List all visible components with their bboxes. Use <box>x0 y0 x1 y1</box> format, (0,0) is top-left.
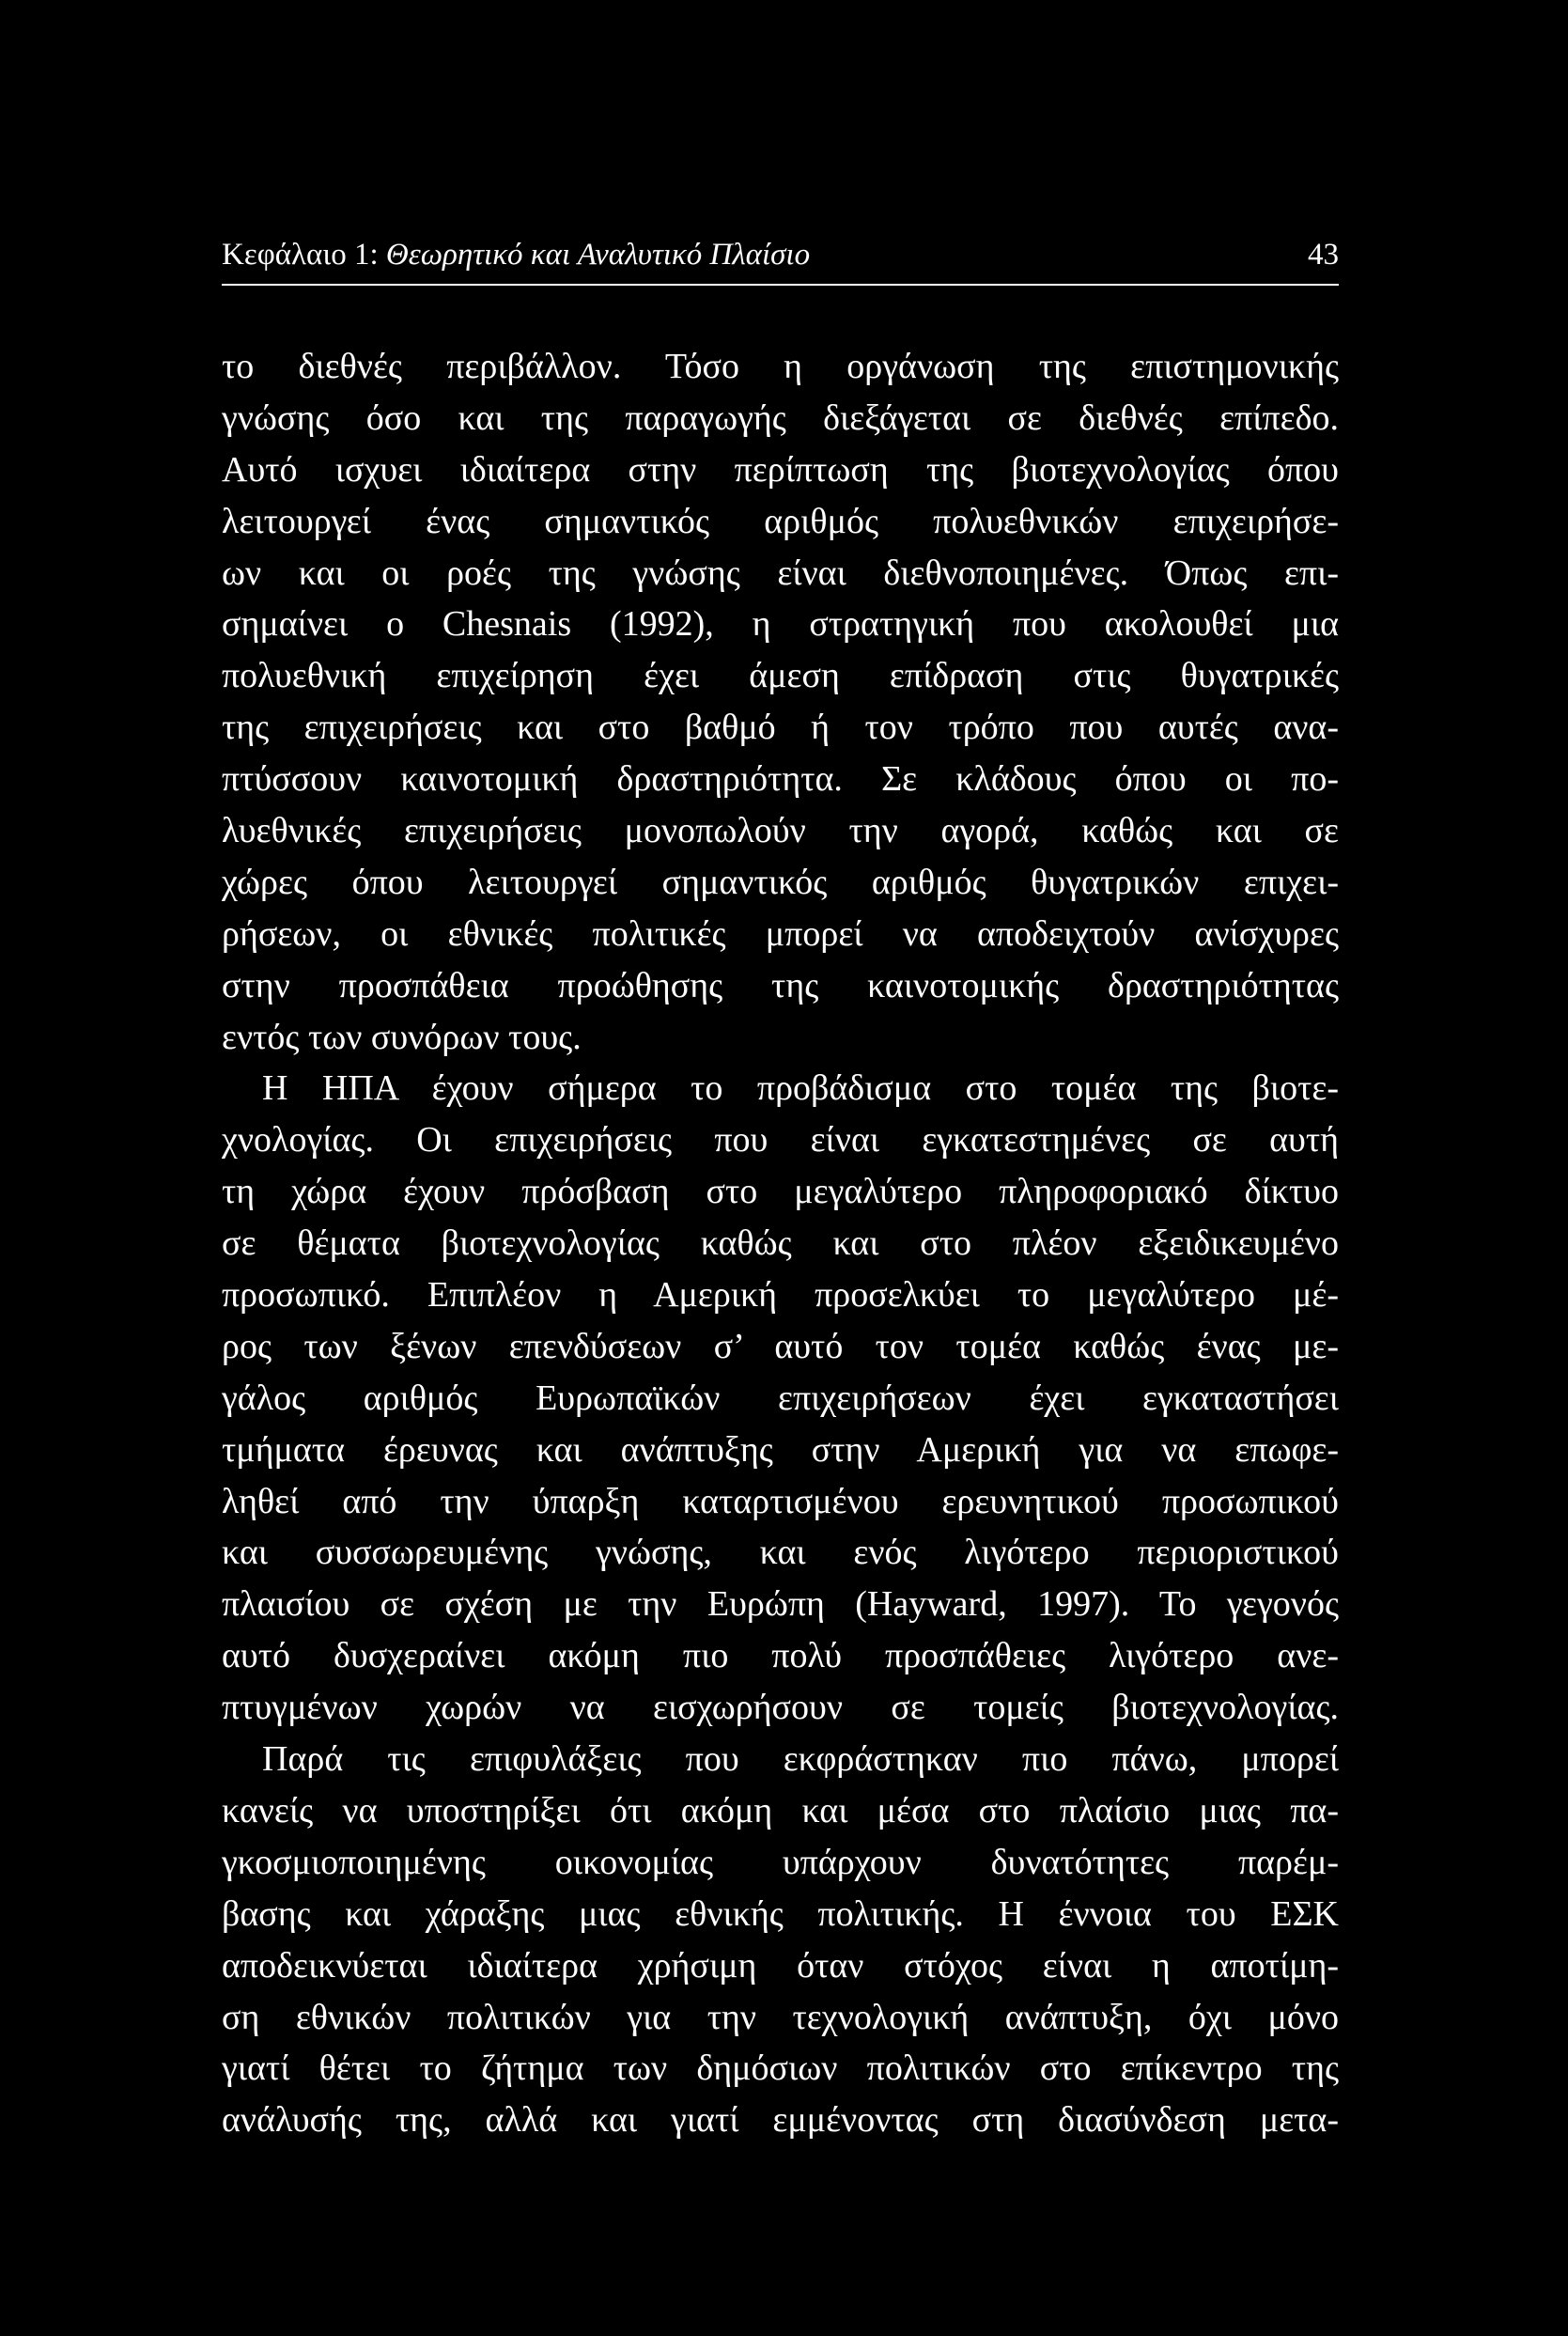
text-line: τη χώρα έχουν πρόσβαση στο μεγαλύτερο πληροφοριακό δίκτυο <box>222 1172 1339 1212</box>
text-line: ρος των ξένων επενδύσεων σ’ αυτό τον τομέα καθώς ένας με- <box>222 1326 1339 1366</box>
header-rule <box>222 284 1339 286</box>
text-line: ρήσεων, οι εθνικές πολιτικές μπορεί να αποδειχτούν ανίσχυρες <box>222 913 1339 954</box>
text-line: πολυεθνική επιχείρηση έχει άμεση επίδραση στις θυγατρικές <box>222 656 1339 696</box>
text-line: στην προσπάθεια προώθησης της καινοτομικής δραστηριότητας <box>222 965 1339 1005</box>
text-line: της επιχειρήσεις και στο βαθμό ή τον τρόπο που αυτές ανα- <box>222 708 1339 748</box>
text-line: προσωπικό. Επιπλέον η Αμερική προσελκύει το μεγαλύτερο μέ- <box>222 1275 1339 1316</box>
text-line: σημαίνει ο Chesnais (1992), η στρατηγική που ακολουθεί μια <box>222 604 1339 645</box>
text-line: και συσσωρευμένης γνώσης, και ενός λιγότερο περιοριστικού <box>222 1533 1339 1573</box>
chapter-title <box>222 238 810 273</box>
text-line: Η ΗΠΑ έχουν σήμερα το προβάδισμα στο τομέα της βιοτε- <box>262 1068 1339 1109</box>
page-number: 43 <box>1308 238 1339 272</box>
text-line: αυτό δυσχεραίνει ακόμη πιο πολύ προσπάθειες λιγότερο ανε- <box>222 1636 1339 1676</box>
text-line: γκοσμιοποιημένης οικονομίας υπάρχουν δυνατότητες παρέμ- <box>222 1842 1339 1882</box>
text-line: σε θέματα βιοτεχνολογίας καθώς και στο πλέον εξειδικευμένο <box>222 1223 1339 1264</box>
chapter-subtitle: Θεωρητικό και Αναλυτικό Πλαίσιο <box>385 238 811 272</box>
text-line: κανείς να υποστηρίξει ότι ακόμη και μέσα στο πλαίσιο μιας πα- <box>222 1790 1339 1830</box>
text-line: πτυγμένων χωρών να εισχωρήσουν σε τομείς βιοτεχνολογίας. <box>222 1688 1339 1728</box>
text-line: Αυτό ισχυει ιδιαίτερα στην περίπτωση της βιοτεχνολογίας όπου <box>222 449 1339 490</box>
text-line: ληθεί από την ύπαρξη καταρτισμένου ερευνητικού προσωπικού <box>222 1481 1339 1521</box>
body-text <box>222 341 1339 2146</box>
text-line: ση εθνικών πολιτικών για την τεχνολογική ανάπτυξη, όχι μόνο <box>222 1997 1339 2037</box>
text-line: πλαισίου σε σχέση με την Ευρώπη (Hayward, 1997). Το γεγονός <box>222 1584 1339 1625</box>
text-line: λυεθνικές επιχειρήσεις μονοπωλούν την αγορά, καθώς και σε <box>222 811 1339 851</box>
text-line: γάλος αριθμός Ευρωπαϊκών επιχειρήσεων έχει εγκαταστήσει <box>222 1378 1339 1418</box>
text-line: πτύσσουν καινοτομική δραστηριότητα. Σε κλάδους όπου οι πο- <box>222 759 1339 800</box>
text-line: ανάλυσής της, αλλά και γιατί εμμένοντας στη διασύνδεση μετα- <box>222 2100 1339 2141</box>
text-line: χνολογίας. Οι επιχειρήσεις που είναι εγκατεστημένες σε αυτή <box>222 1120 1339 1160</box>
text-line: γνώσης όσο και της παραγωγής διεξάγεται σε διεθνές επίπεδο. <box>222 397 1339 438</box>
text-line: το διεθνές περιβάλλον. Τόσο η οργάνωση της επιστημονικής <box>222 347 1339 386</box>
chapter-label: Κεφάλαιο 1: <box>222 238 379 272</box>
text-line: ων και οι ροές της γνώσης είναι διεθνοποιημένες. Όπως επι- <box>222 553 1339 593</box>
text-line: αποδεικνύεται ιδιαίτερα χρήσιμη όταν στόχος είναι η αποτίμη- <box>222 1945 1339 1986</box>
text-line: Παρά τις επιφυλάξεις που εκφράστηκαν πιο πάνω, μπορεί <box>262 1739 1339 1780</box>
text-line: τμήματα έρευνας και ανάπτυξης στην Αμερική για να επωφε- <box>222 1429 1339 1470</box>
text-line: γιατί θέτει το ζήτημα των δημόσιων πολιτικών στο επίκεντρο της <box>222 2048 1339 2089</box>
running-header <box>222 238 1339 285</box>
text-line: εντός των συνόρων τους. <box>222 1017 582 1057</box>
text-line: χώρες όπου λειτουργεί σημαντικός αριθμός θυγατρικών επιχει- <box>222 862 1339 902</box>
text-line: βασης και χάραξης μιας εθνικής πολιτικής. Η έννοια του ΕΣΚ <box>222 1893 1339 1934</box>
text-line: λειτουργεί ένας σημαντικός αριθμός πολυεθνικών επιχειρήσε- <box>222 501 1339 541</box>
